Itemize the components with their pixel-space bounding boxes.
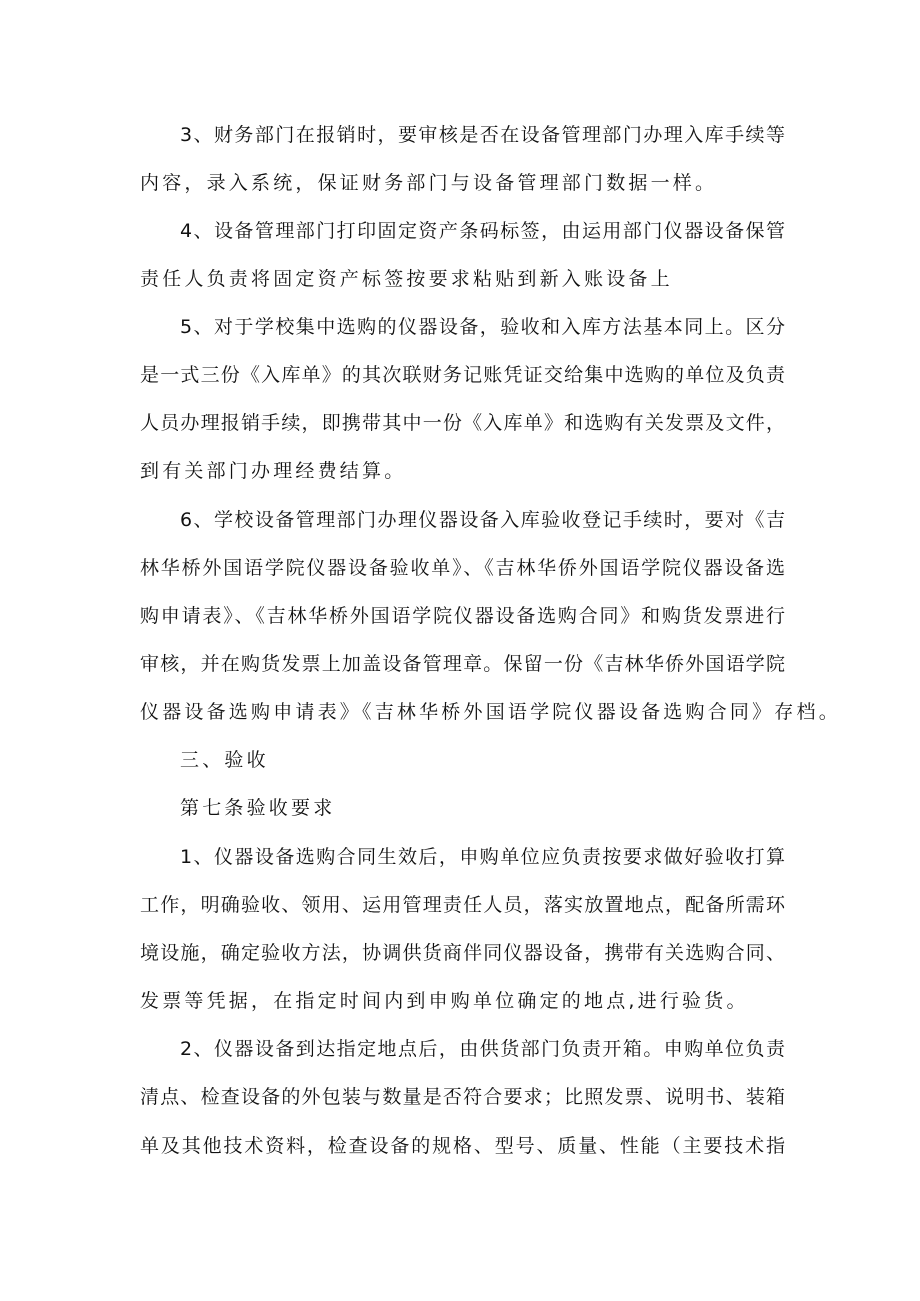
paragraph-7-2-line-1: 2、仪器设备到达指定地点后，由供货部门负责开箱。申购单位负责 [180, 1038, 785, 1060]
paragraph-7-2-line-3: 单及其他技术资料，检查设备的规格、型号、质量、性能（主要技术指 [140, 1135, 785, 1157]
paragraph-5-line-4: 到有关部门办理经费结算。 [140, 460, 407, 482]
paragraph-6-line-1: 6、学校设备管理部门办理仪器设备入库验收登记手续时，要对《吉 [180, 509, 785, 531]
paragraph-7-1-line-2: 工作，明确验收、领用、运用管理责任人员，落实放置地点，配备所需环 [140, 894, 785, 916]
paragraph-5-line-3: 人员办理报销手续，即携带其中一份《入库单》和选购有关发票及文件， [140, 412, 785, 434]
article-heading: 第七条验收要求 [180, 797, 336, 819]
paragraph-3-line-2: 内容，录入系统，保证财务部门与设备管理部门数据一样。 [140, 172, 718, 194]
paragraph-6-line-4: 审核，并在购货发票上加盖设备管理章。保留一份《吉林华侨外国语学院 [140, 653, 785, 675]
paragraph-7-1-line-4: 发票等凭据，在指定时间内到申购单位确定的地点,进行验货。 [140, 990, 749, 1012]
section-heading: 三、验收 [180, 749, 269, 771]
paragraph-5-line-1: 5、对于学校集中选购的仪器设备，验收和入库方法基本同上。区分 [180, 316, 785, 338]
paragraph-6-line-2: 林华桥外国语学院仪器设备验收单》、《吉林华侨外国语学院仪器设备选 [140, 557, 785, 579]
paragraph-6-line-5: 仪器设备选购申请表》《吉林华桥外国语学院仪器设备选购合同》存档。 [140, 701, 841, 723]
paragraph-3-line-1: 3、财务部门在报销时，要审核是否在设备管理部门办理入库手续等 [180, 124, 785, 146]
paragraph-4-line-2: 责任人负责将固定资产标签按要求粘贴到新入账设备上 [140, 268, 673, 290]
paragraph-7-1-line-3: 境设施，确定验收方法，协调供货商伴同仪器设备，携带有关选购合同、 [140, 942, 785, 964]
paragraph-5-line-2: 是一式三份《入库单》的其次联财务记账凭证交给集中选购的单位及负责 [140, 364, 785, 386]
paragraph-4-line-1: 4、设备管理部门打印固定资产条码标签，由运用部门仪器设备保管 [180, 220, 785, 242]
paragraph-7-1-line-1: 1、仪器设备选购合同生效后，申购单位应负责按要求做好验收打算 [180, 846, 785, 868]
paragraph-6-line-3: 购申请表》、《吉林华桥外国语学院仪器设备选购合同》和购货发票进行 [140, 605, 785, 627]
paragraph-7-2-line-2: 清点、检查设备的外包装与数量是否符合要求；比照发票、说明书、装箱 [140, 1086, 785, 1108]
